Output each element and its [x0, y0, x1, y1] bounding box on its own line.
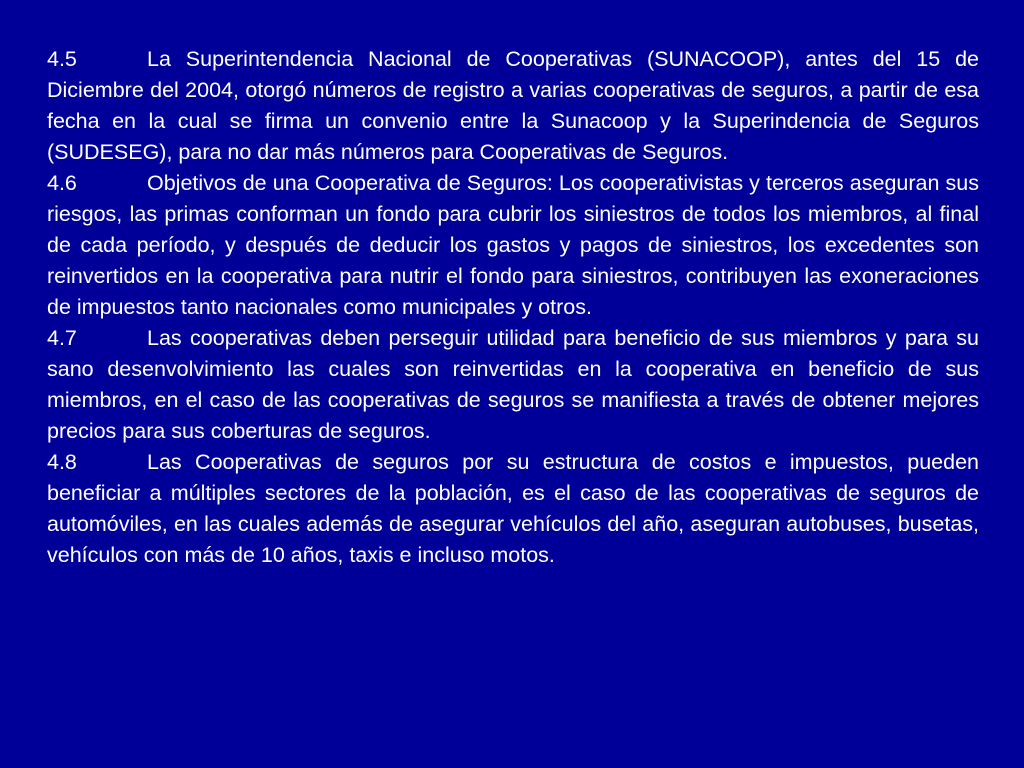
- paragraph-4-8: [47, 447, 979, 571]
- paragraph-number: 4.8: [47, 450, 77, 474]
- paragraph-text: La Superintendencia Nacional de Cooperativas (SUNACOOP), antes del 15 de Diciembre del 2004, otorgó números de registro a varias cooperativas de seguros, a partir de esa fecha en la cual se firma un convenio entre la Sunacoop y la Superindencia de Seguros (SUDESEG), para no dar más números para Cooperativas de Seguros.: [47, 47, 979, 164]
- paragraph-number: 4.7: [47, 326, 77, 350]
- paragraph-number: 4.6: [47, 171, 77, 195]
- paragraph-text: Las Cooperativas de seguros por su estructura de costos e impuestos, pueden beneficiar a múltiples sectores de la población, es el caso de las cooperativas de seguros de automóviles, en las cuales además de asegurar vehículos del año, aseguran autobuses, busetas, vehículos con más de 10 años, taxis e incluso motos.: [47, 450, 979, 567]
- paragraph-4-6: [47, 168, 979, 323]
- paragraph-number: 4.5: [47, 47, 77, 71]
- paragraph-text: Las cooperativas deben perseguir utilidad para beneficio de sus miembros y para su sano desenvolvimiento las cuales son reinvertidas en la cooperativa en beneficio de sus miembros, en el caso de las cooperativas de seguros se manifiesta a través de obtener mejores precios para sus coberturas de seguros.: [47, 326, 979, 443]
- paragraph-4-5: [47, 44, 979, 168]
- paragraph-text: Objetivos de una Cooperativa de Seguros: Los cooperativistas y terceros aseguran sus riesgos, las primas conforman un fondo para cubrir los siniestros de todos los miembros, al final de cada período, y después de deducir los gastos y pagos de siniestros, los excedentes son reinvertidos en la cooperativa para nutrir el fondo para siniestros, contribuyen las exoneraciones de impuestos tanto nacionales como municipales y otros.: [47, 171, 979, 319]
- slide-body: [47, 44, 979, 571]
- paragraph-4-7: [47, 323, 979, 447]
